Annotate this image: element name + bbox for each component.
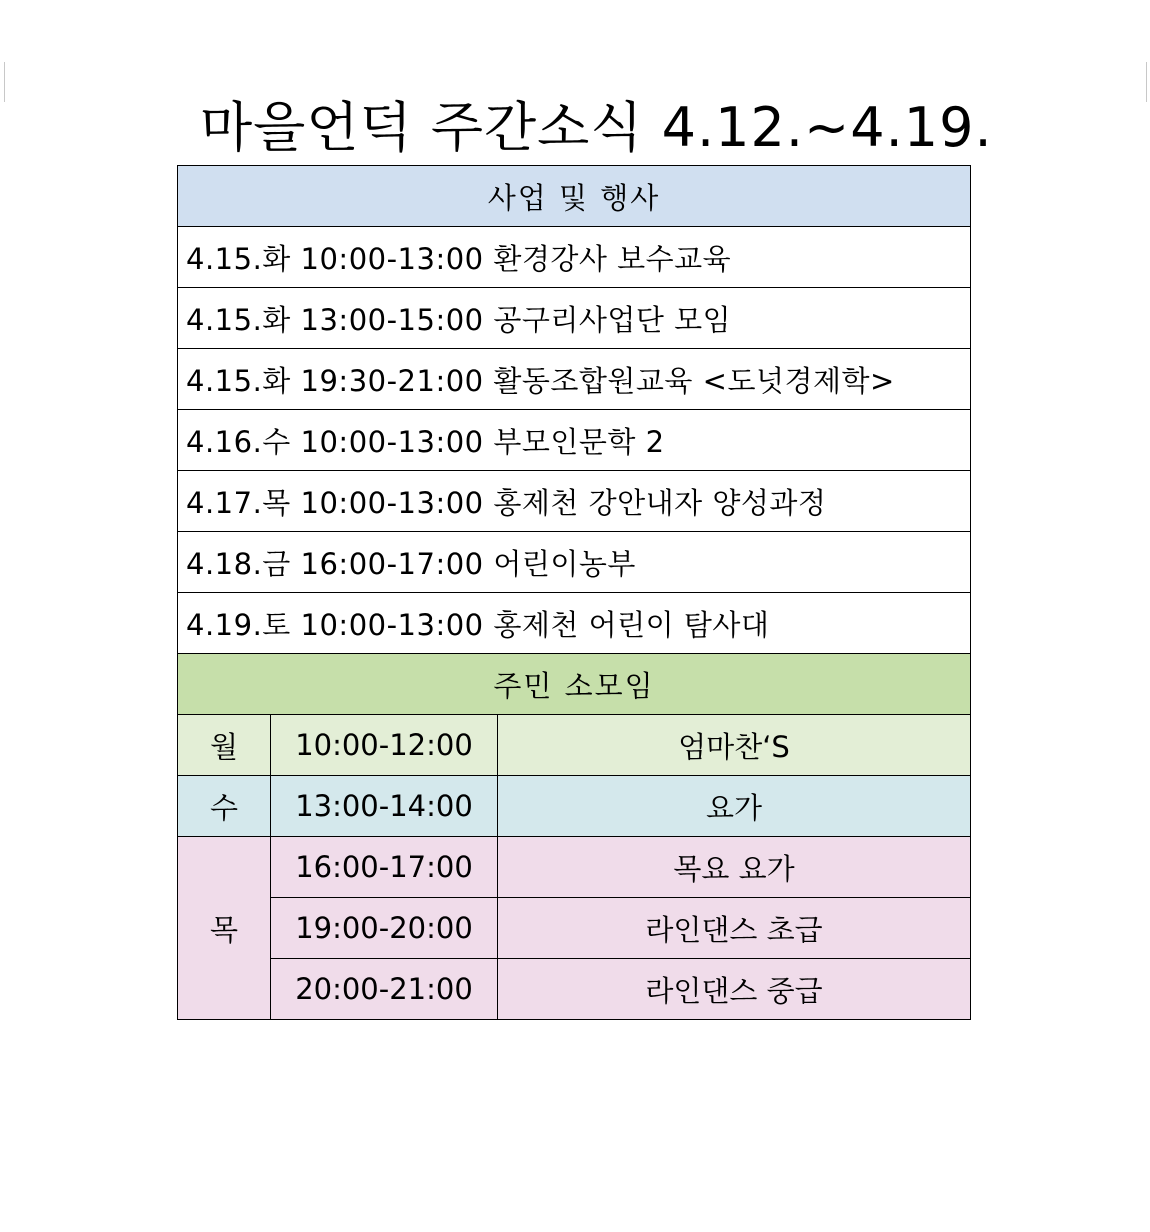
group-day-cell: 수	[178, 776, 271, 837]
event-row	[178, 471, 971, 532]
event-item: 4.15.화 19:30-21:00 활동조합원교육 <도넛경제학>	[178, 349, 971, 410]
group-day-cell: 목	[178, 837, 271, 1020]
event-row	[178, 593, 971, 654]
group-name-cell: 요가	[498, 776, 971, 837]
events-header-row	[178, 166, 971, 227]
group-time-cell: 16:00-17:00	[271, 837, 498, 898]
event-row	[178, 349, 971, 410]
groups-section-header: 주민 소모임	[178, 654, 971, 715]
group-name-cell: 라인댄스 중급	[498, 959, 971, 1020]
event-item: 4.19.토 10:00-13:00 홍제천 어린이 탐사대	[178, 593, 971, 654]
events-section-header: 사업 및 행사	[178, 166, 971, 227]
group-name-cell: 엄마찬‘S	[498, 715, 971, 776]
group-time-cell: 19:00-20:00	[271, 898, 498, 959]
page-corner-mark-left	[4, 62, 5, 102]
group-row-monday	[178, 715, 971, 776]
group-time-cell: 13:00-14:00	[271, 776, 498, 837]
weekly-schedule-table	[177, 165, 971, 1020]
group-row-thursday	[178, 898, 971, 959]
event-item: 4.15.화 13:00-15:00 공구리사업단 모임	[178, 288, 971, 349]
group-time-cell: 20:00-21:00	[271, 959, 498, 1020]
event-item: 4.15.화 10:00-13:00 환경강사 보수교육	[178, 227, 971, 288]
group-time-cell: 10:00-12:00	[271, 715, 498, 776]
group-row-thursday	[178, 959, 971, 1020]
page-title: 마을언덕 주간소식 4.12.~4.19.	[200, 96, 993, 159]
group-name-cell: 목요 요가	[498, 837, 971, 898]
group-name-cell: 라인댄스 초급	[498, 898, 971, 959]
event-item: 4.16.수 10:00-13:00 부모인문학 2	[178, 410, 971, 471]
page-corner-mark-right	[1146, 62, 1147, 102]
event-item: 4.17.목 10:00-13:00 홍제천 강안내자 양성과정	[178, 471, 971, 532]
groups-header-row	[178, 654, 971, 715]
event-row	[178, 410, 971, 471]
group-row-wednesday	[178, 776, 971, 837]
event-row	[178, 227, 971, 288]
group-day-cell: 월	[178, 715, 271, 776]
group-row-thursday	[178, 837, 971, 898]
event-row	[178, 532, 971, 593]
event-row	[178, 288, 971, 349]
event-item: 4.18.금 16:00-17:00 어린이농부	[178, 532, 971, 593]
